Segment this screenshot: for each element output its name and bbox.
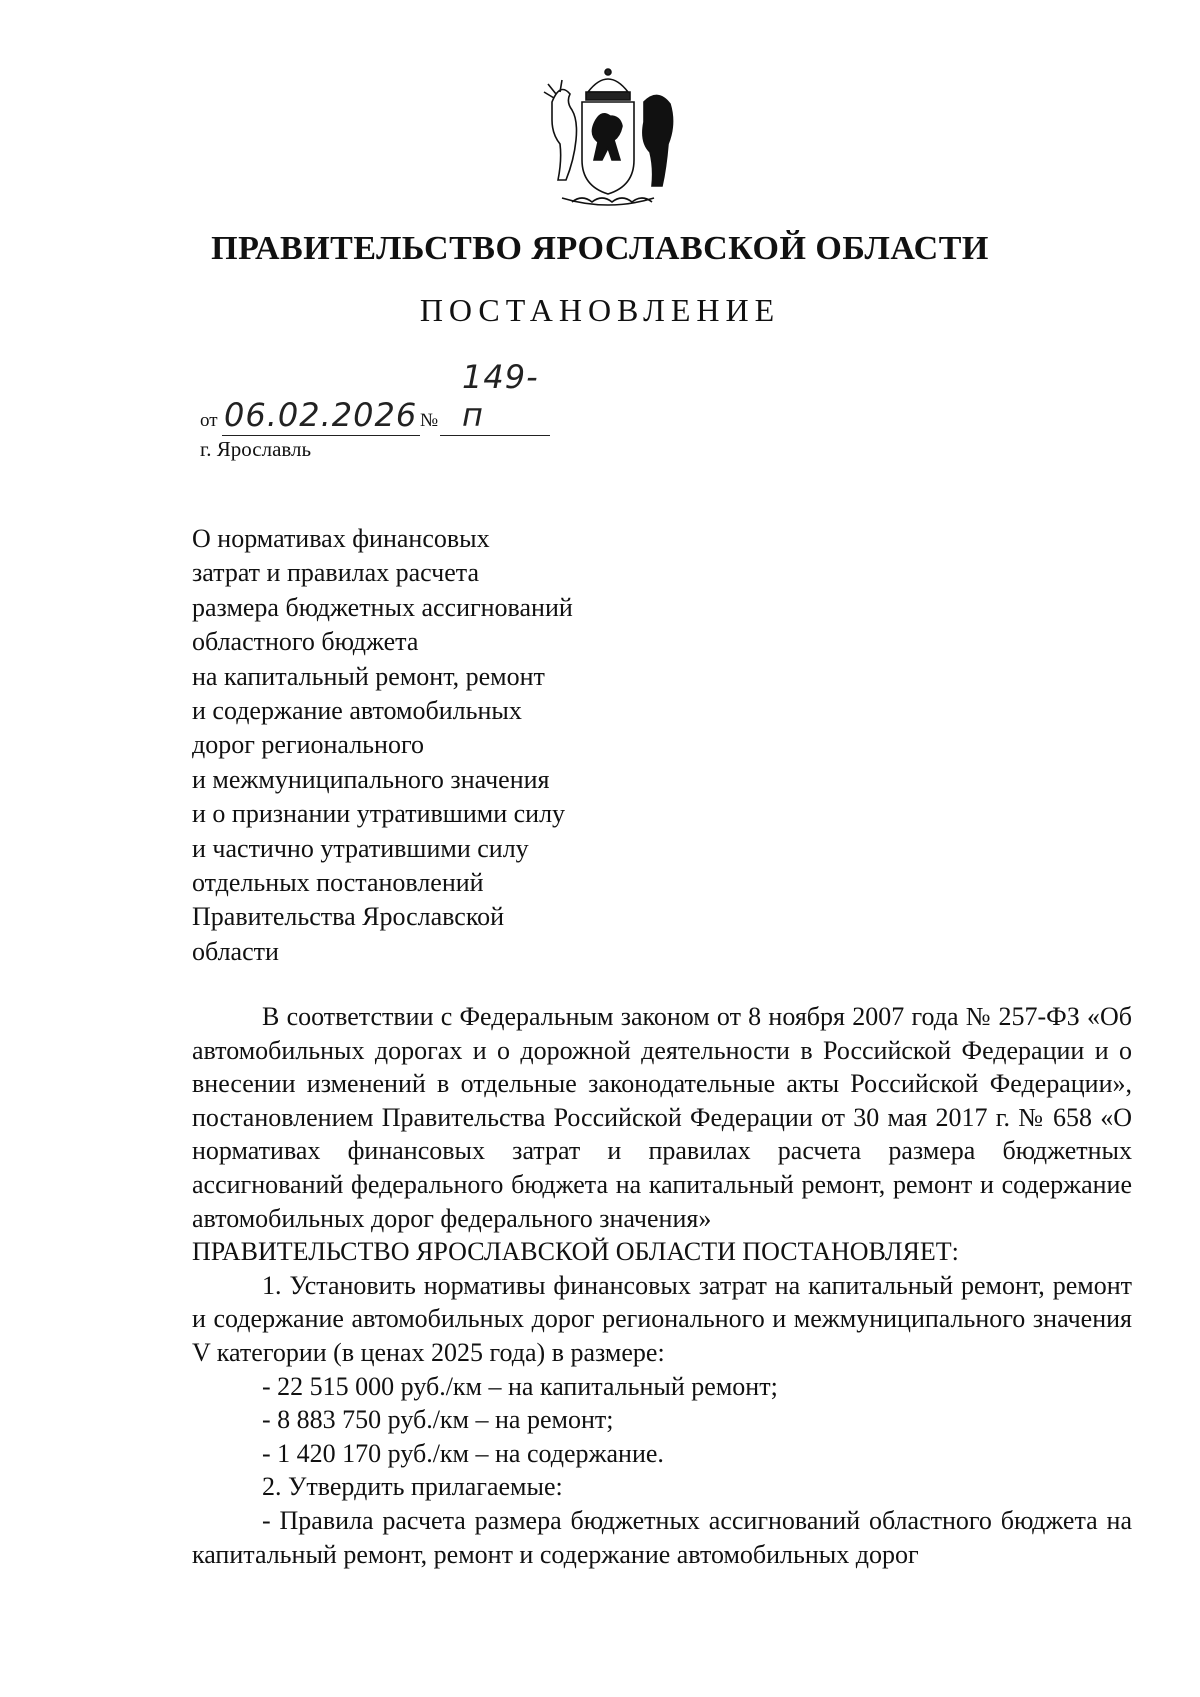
city: г. Ярославль bbox=[200, 437, 312, 461]
date-prefix: от bbox=[200, 410, 218, 431]
subject-line: областного бюджета bbox=[192, 627, 419, 657]
date-underline bbox=[222, 435, 420, 436]
subject-line: области bbox=[192, 936, 279, 966]
date-value: 06.02.2026 bbox=[224, 396, 418, 434]
number-underline bbox=[440, 435, 550, 436]
subject-line: и межмуниципального значения bbox=[192, 764, 550, 794]
subject-line: Правительства Ярославской bbox=[192, 902, 505, 932]
number-prefix: № bbox=[420, 410, 439, 431]
organization-title: ПРАВИТЕЛЬСТВО ЯРОСЛАВСКОЙ ОБЛАСТИ bbox=[211, 230, 989, 267]
item-1-bullet: - 8 883 750 руб./км – на ремонт; bbox=[262, 1405, 614, 1435]
subject-line: размера бюджетных ассигнований bbox=[192, 592, 573, 622]
subject-line: на капитальный ремонт, ремонт bbox=[192, 661, 545, 691]
item-1-bullet: - 22 515 000 руб./км – на капитальный ремонт; bbox=[262, 1371, 778, 1401]
subject-line: и частично утратившими силу bbox=[192, 833, 529, 863]
subject-line: затрат и правилах расчета bbox=[192, 558, 480, 588]
yaroslavl-coat-of-arms-icon bbox=[532, 62, 684, 210]
item-1-paragraph: 1. Установить нормативы финансовых затрат на капитальный ремонт, ремонт и содержание автомобильных дорог регионального и межмуниципального значения V категории (в ценах 2025 года) в размере: bbox=[192, 1270, 1132, 1367]
subject-line: О нормативах финансовых bbox=[192, 524, 490, 553]
document-type: ПОСТАНОВЛЕНИЕ bbox=[419, 292, 781, 328]
preamble-paragraph: В соответствии с Федеральным законом от 8 ноября 2007 года № 257-ФЗ «Об автомобильных дорогах и о дорожной деятельности в Российской Федерации и о внесении изменений в отдельные законодательные акты Российской Федерации», постановлением Правительства Российской Федерации от 30 мая 2017 г. № 658 «О нормативах финансовых затрат и правилах расчета размера бюджетных ассигнований федерального бюджета на капитальный ремонт, ремонт и содержание автомобильных дорог федерального значения» bbox=[192, 1002, 1132, 1233]
item-2-paragraph: 2. Утвердить прилагаемые: bbox=[262, 1472, 563, 1502]
subject-line: и о признании утратившими силу bbox=[192, 799, 566, 829]
subject-line: и содержание автомобильных bbox=[192, 696, 522, 726]
number-value: 149-п bbox=[462, 358, 539, 434]
subject-line: отдельных постановлений bbox=[192, 868, 484, 898]
item-1-bullet: - 1 420 170 руб./км – на содержание. bbox=[262, 1438, 664, 1468]
document-body bbox=[192, 1000, 1132, 1571]
item-2-first-entry: - Правила расчета размера бюджетных ассигнований областного бюджета на капитальный ремонт, ремонт и содержание автомобильных дорог bbox=[192, 1505, 1132, 1569]
document-subject bbox=[192, 522, 712, 969]
subject-line: дорог регионального bbox=[192, 730, 424, 760]
resolves-line: ПРАВИТЕЛЬСТВО ЯРОСЛАВСКОЙ ОБЛАСТИ ПОСТАНОВЛЯЕТ: bbox=[192, 1237, 959, 1267]
